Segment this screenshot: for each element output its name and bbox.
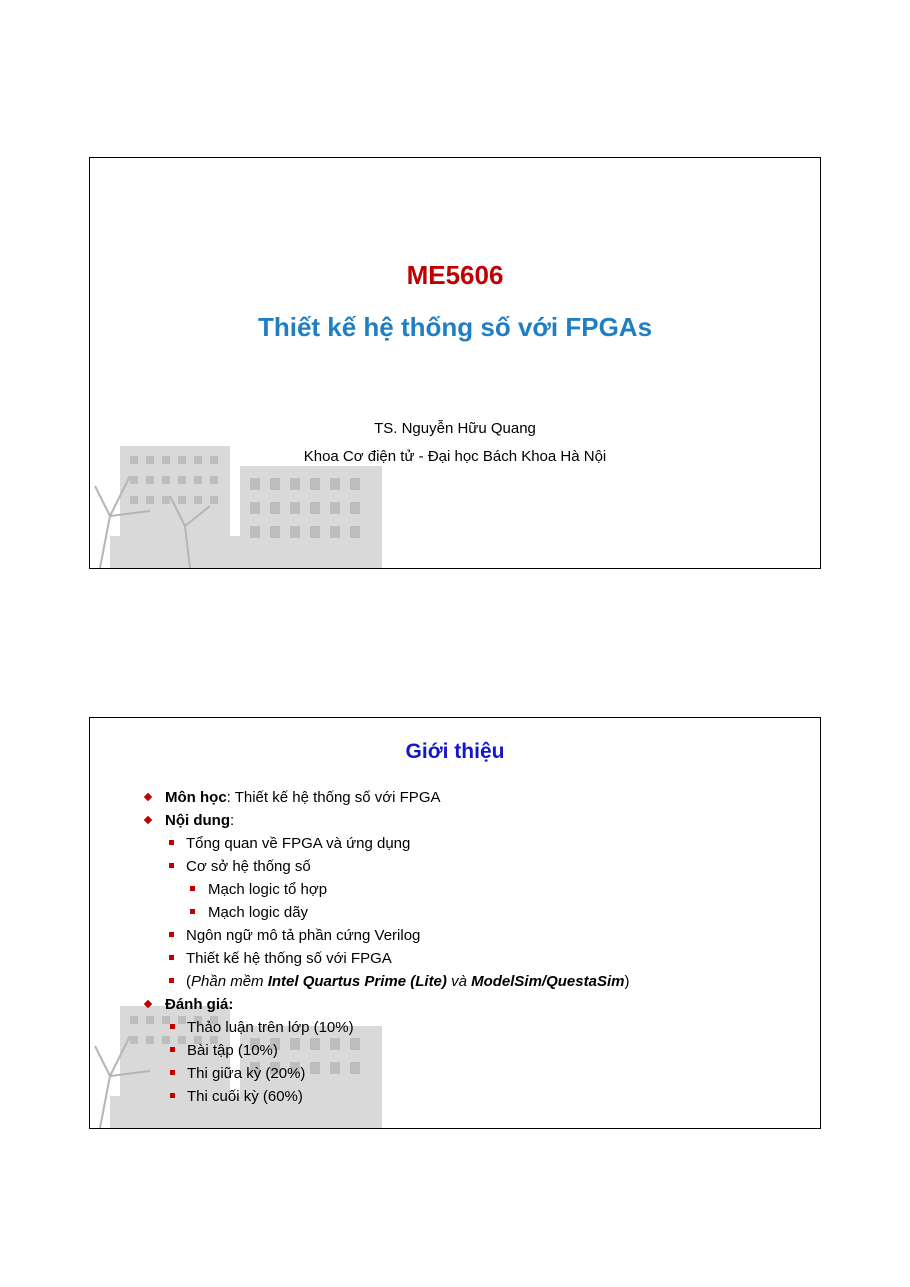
content-label: Nội dung: [165, 812, 230, 829]
square-bullet-icon: [170, 1093, 175, 1098]
eval-item: Bài tập (10%): [187, 1042, 278, 1059]
paren-close: ): [624, 973, 630, 990]
list-item: [90, 970, 820, 993]
square-bullet-icon: [190, 886, 195, 891]
software-label: Phần mềm: [191, 973, 268, 990]
square-bullet-icon: [169, 932, 174, 937]
content-item: Thiết kế hệ thống số với FPGA: [186, 950, 392, 967]
intro-slide: [89, 717, 821, 1129]
content-item: Cơ sở hệ thống số: [186, 858, 311, 875]
square-bullet-icon: [169, 863, 174, 868]
software-and: và: [446, 973, 472, 990]
subject-value: : Thiết kế hệ thống số với FPGA: [226, 789, 441, 806]
subject-label: Môn học: [165, 789, 227, 806]
content-item: Tổng quan về FPGA và ứng dụng: [186, 835, 411, 852]
list-item: [90, 924, 820, 947]
content-colon: :: [229, 812, 235, 829]
author-name: TS. Nguyễn Hữu Quang: [374, 420, 536, 437]
list-item: [90, 832, 820, 855]
list-item: [90, 1016, 820, 1039]
list-item: [90, 993, 820, 1016]
course-title: Thiết kế hệ thống số với FPGAs: [257, 312, 653, 342]
diamond-bullet-icon: [144, 793, 152, 801]
course-code: ME5606: [406, 260, 504, 290]
quartus-name: Intel Quartus Prime (Lite): [267, 973, 447, 990]
list-item: [90, 901, 820, 924]
list-item: [90, 786, 820, 809]
eval-item: Thi cuối kỳ (60%): [187, 1088, 303, 1105]
bullet-list: [90, 786, 820, 1108]
eval-item: Thảo luận trên lớp (10%): [187, 1019, 354, 1036]
list-item: [90, 855, 820, 878]
title-slide: [89, 157, 821, 569]
list-item: [90, 1039, 820, 1062]
content-item: Mạch logic tổ hợp: [208, 881, 328, 898]
paren-open: (: [186, 973, 191, 990]
eval-item: Thi giữa kỳ (20%): [187, 1065, 306, 1082]
square-bullet-icon: [169, 955, 174, 960]
square-bullet-icon: [170, 1047, 175, 1052]
campus-building-watermark: [90, 416, 382, 568]
diamond-bullet-icon: [144, 816, 152, 824]
square-bullet-icon: [170, 1024, 175, 1029]
modelsim-name: ModelSim/QuestaSim: [471, 973, 625, 990]
list-item: [90, 809, 820, 832]
content-item: Mạch logic dãy: [208, 904, 309, 921]
slide-title: Giới thiệu: [405, 740, 505, 763]
eval-label: Đánh giá:: [165, 996, 234, 1013]
list-item: [90, 1085, 820, 1108]
list-item: [90, 1062, 820, 1085]
department: Khoa Cơ điện tử - Đại học Bách Khoa Hà Nội: [303, 448, 607, 465]
list-item: [90, 878, 820, 901]
square-bullet-icon: [190, 909, 195, 914]
square-bullet-icon: [169, 840, 174, 845]
list-item: [90, 947, 820, 970]
software-line: [186, 970, 629, 993]
diamond-bullet-icon: [144, 1000, 152, 1008]
square-bullet-icon: [169, 978, 174, 983]
square-bullet-icon: [170, 1070, 175, 1075]
content-item: Ngôn ngữ mô tả phần cứng Verilog: [186, 927, 421, 944]
